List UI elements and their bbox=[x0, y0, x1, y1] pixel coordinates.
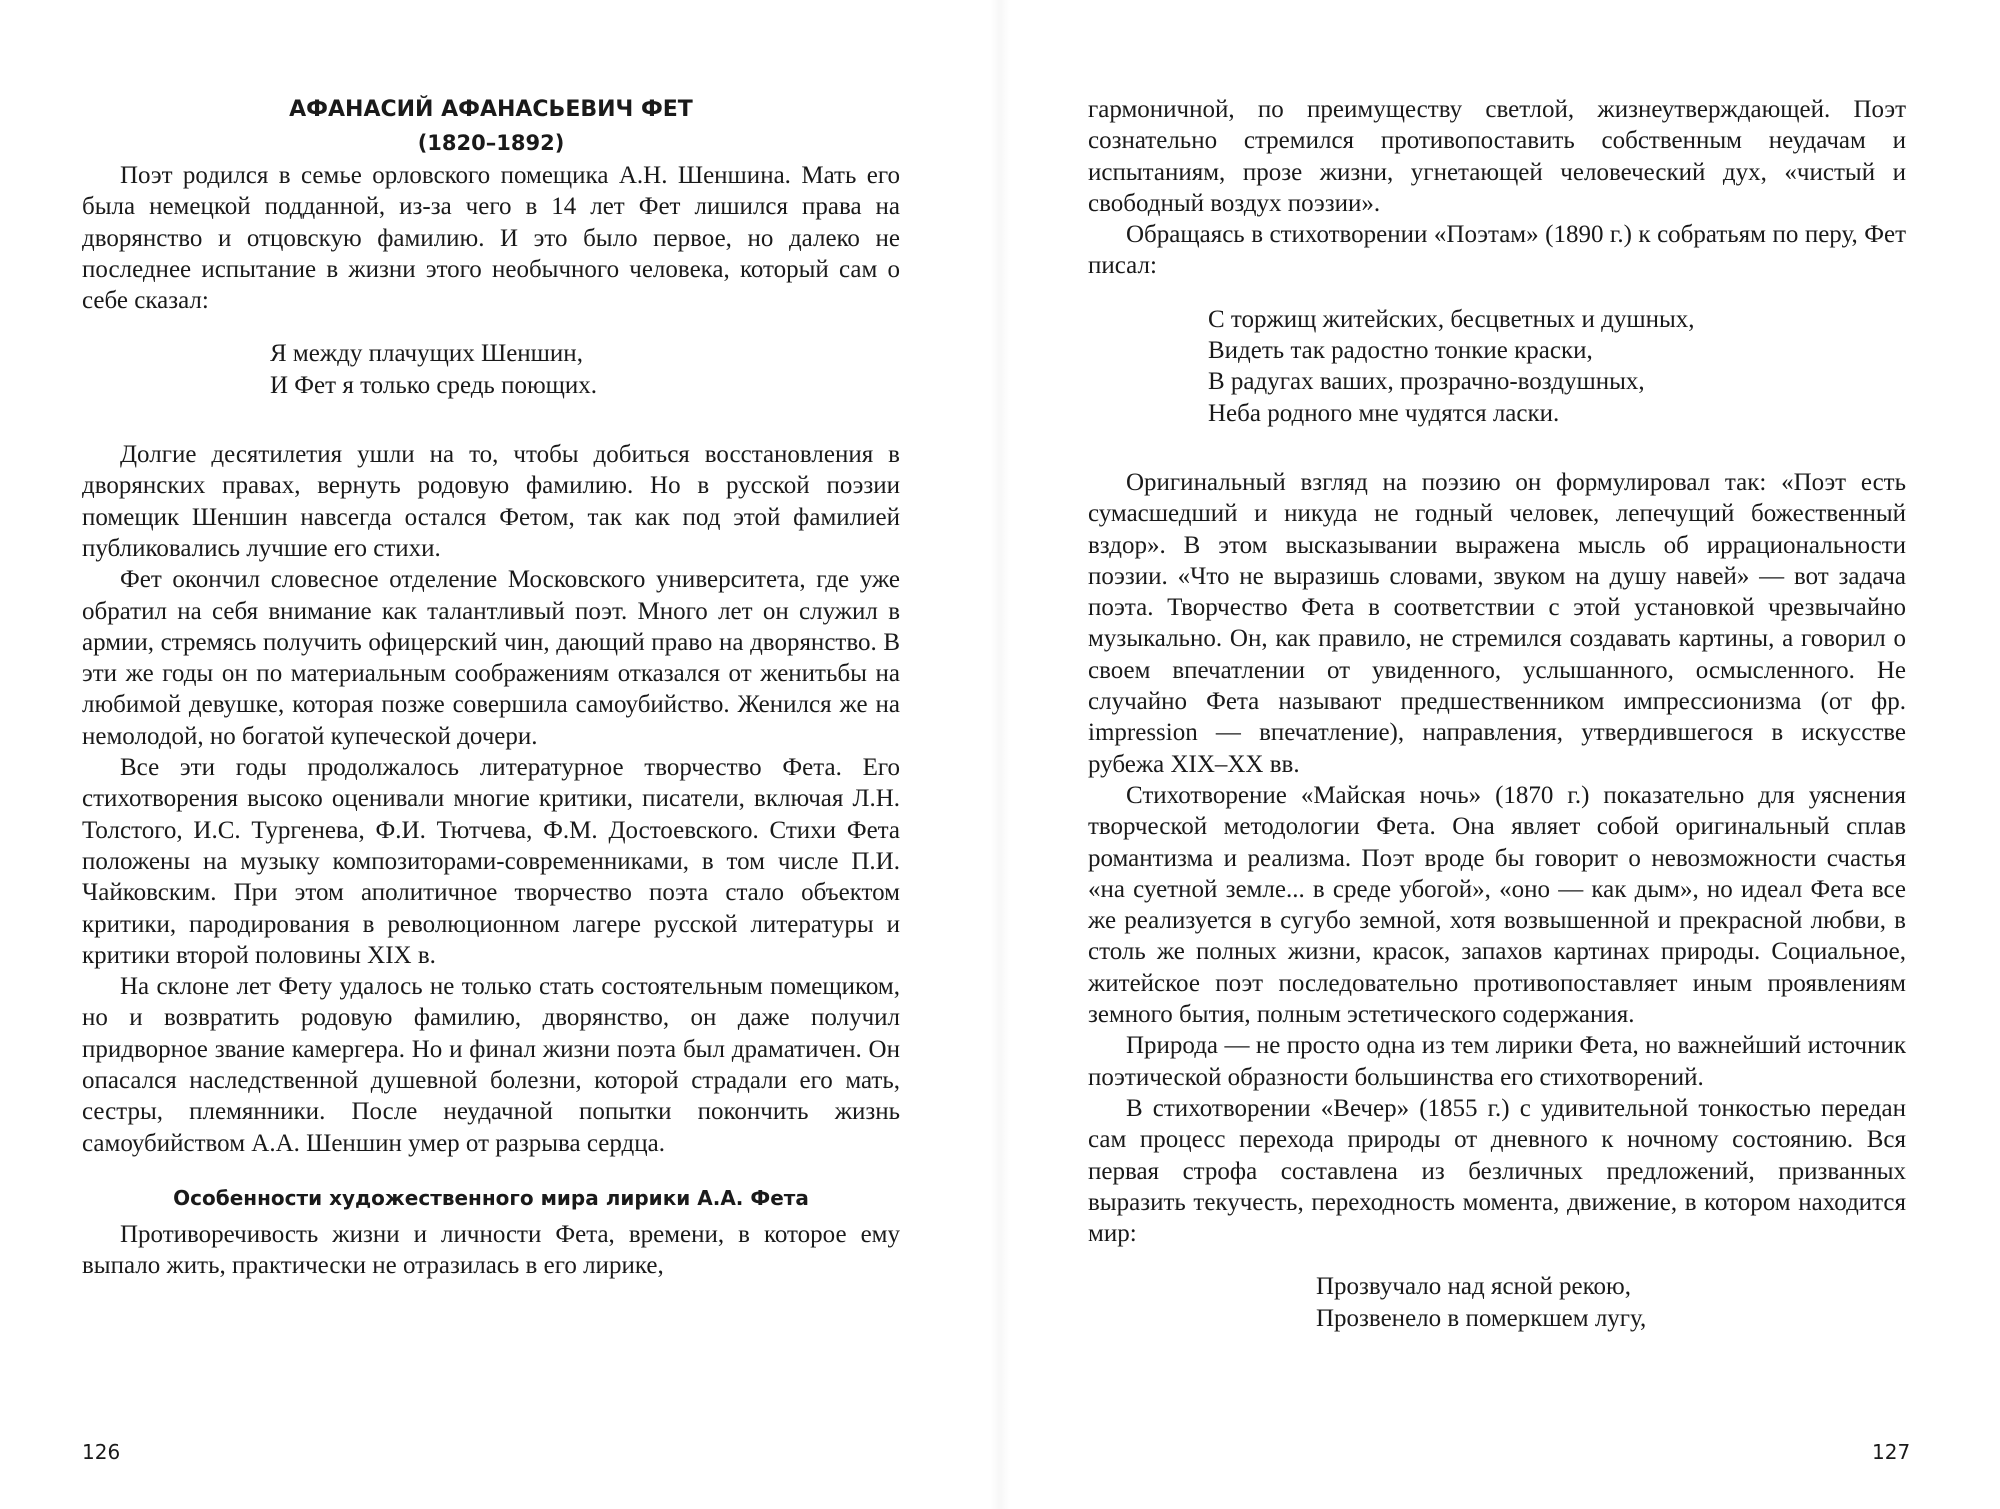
poem-line: Видеть так радостно тонкие краски, bbox=[1208, 337, 1593, 365]
poem-quote bbox=[1088, 304, 1906, 429]
page-number: 127 bbox=[1872, 1440, 1911, 1464]
poem-quote bbox=[82, 338, 900, 401]
paragraph: В стихотворении «Вечер» (1855 г.) с удивительной тонкостью передан сам процесс перехода природы от дневного к ночному состоянию. Вся первая строфа составлена из безличных предложений, призванных выразить текучесть, переходность момента, движение, в котором находится мир: bbox=[1088, 1094, 1906, 1248]
paragraph: Стихотворение «Майская ночь» (1870 г.) показательно для уяснения творческой методологии Фета. Она являет собой оригинальный сплав романтизма и реализма. Поэт вроде бы говорит о невозможности счастья «на суетной земле... в среде убогой», «оно — как дым», но идеал Фета все же реализуется в сугубо земной, хотя возвышенной и прекрасной любви, в столь же полных жизни, красок, запахов картинах природы. Социальное, житейское поэт последовательно противопоставляет иным проявлениям земного бытия, полным эстетического содержания. bbox=[1088, 781, 1906, 1029]
poem-line: Неба родного мне чудятся ласки. bbox=[1208, 399, 1560, 427]
paragraph: гармоничной, по преимуществу светлой, жизнеутверждающей. Поэт сознательно стремился противопоставить собственным неудачам и испытаниям, прозе жизни, угнетающей человеческий дух, «чистый и свободный воздух поэзии». bbox=[1088, 96, 1906, 217]
poem-line: Прозвенело в померкшем лугу, bbox=[1316, 1304, 1647, 1332]
right-page-text-column bbox=[1088, 94, 1906, 1334]
paragraph: Обращаясь в стихотворении «Поэтам» (1890 г.) к собратьям по перу, Фет писал: bbox=[1088, 221, 1906, 280]
chapter-dates: (1820–1892) bbox=[417, 131, 565, 155]
poem-line: Прозвучало над ясной рекою, bbox=[1316, 1273, 1631, 1301]
paragraph: Поэт родился в семье орловского помещика А.Н. Шеншина. Мать его была немецкой подданной, из-за чего в 14 лет Фет лишился права на дворянство и отцовскую фамилию. И это было первое, но далеко не последнее испытание в жизни этого необычного человека, который сам о себе сказал: bbox=[82, 162, 900, 315]
paragraph: Природа — не просто одна из тем лирики Фета, но важнейший источник поэтической образности большинства его стихотворений. bbox=[1088, 1032, 1906, 1091]
right-page bbox=[1000, 0, 2000, 1509]
poem-quote bbox=[1088, 1271, 1906, 1334]
paragraph: Противоречивость жизни и личности Фета, времени, в которое ему выпало жить, практически не отразилась в его лирике, bbox=[82, 1220, 900, 1280]
paragraph: На склоне лет Фету удалось не только стать состоятельным помещиком, но и возвратить родовую фамилию, дворянство, он даже получил придворное звание камергера. Но и финал жизни поэта был драматичен. Он опасался наследственной душевной болезни, которой страдали его мать, сестры, племянники. После неудачной попытки покончить жизнь самоубийством А.А. Шеншин умер от разрыва сердца. bbox=[82, 973, 900, 1157]
poem-line: С торжищ житейских, бесцветных и душных, bbox=[1208, 305, 1695, 333]
left-page-text-column bbox=[82, 94, 900, 1282]
poem-line: И Фет я только средь поющих. bbox=[270, 371, 598, 399]
page-number: 126 bbox=[82, 1440, 121, 1464]
paragraph: Фет окончил словесное отделение Московского университета, где уже обратил на себя внимание как талантливый поэт. Много лет он служил в армии, стремясь получить офицерский чин, дающий право на дворянство. В эти же годы он по материальным соображениям отказался от женитьбы на любимой девушке, которая позже совершила самоубийство. Женился же на немолодой, но богатой купеческой дочери. bbox=[82, 566, 900, 750]
section-heading: Особенности художественного мира лирики А.А. Фета bbox=[173, 1185, 809, 1210]
paragraph: Долгие десятилетия ушли на то, чтобы добиться восстановления в дворянских правах, вернуть родовую фамилию. Но в русской поэзии помещик Шеншин навсегда остался Фетом, так как под этой фамилией публиковались лучшие его стихи. bbox=[82, 441, 900, 562]
chapter-title: АФАНАСИЙ АФАНАСЬЕВИЧ ФЕТ bbox=[289, 97, 693, 122]
poem-line: В радугах ваших, прозрачно-воздушных, bbox=[1208, 368, 1645, 396]
paragraph: Все эти годы продолжалось литературное творчество Фета. Его стихотворения высоко оценивали многие критики, писатели, включая Л.Н. Толстого, И.С. Тургенева, Ф.И. Тютчева, Ф.М. Достоевского. Стихи Фета положены на музыку композиторами-современниками, в том числе П.И. Чайковским. При этом аполитичное творчество поэта стало объектом критики, пародирования в революционном лагере русской литературы и критики второй половины XIX в. bbox=[82, 754, 900, 969]
paragraph: Оригинальный взгляд на поэзию он формулировал так: «Поэт есть сумасшедший и никуда не годный человек, лепечущий божественный вздор». В этом высказывании выражена мысль об иррациональности поэзии. «Что не выразишь словами, звуком на душу навей» — вот задача поэта. Творчество Фета в соответствии с этой установкой чрезвычайно музыкально. Он, как правило, не стремился создавать картины, а говорил о своем впечатлении от увиденного, услышанного, осмысленного. Не случайно Фета называют предшественником импрессионизма (от фр. impression — впечатление), направления, утвердившегося в искусстве рубежа XIX–XX вв. bbox=[1088, 468, 1906, 778]
poem-line: Я между плачущих Шеншин, bbox=[270, 340, 583, 368]
